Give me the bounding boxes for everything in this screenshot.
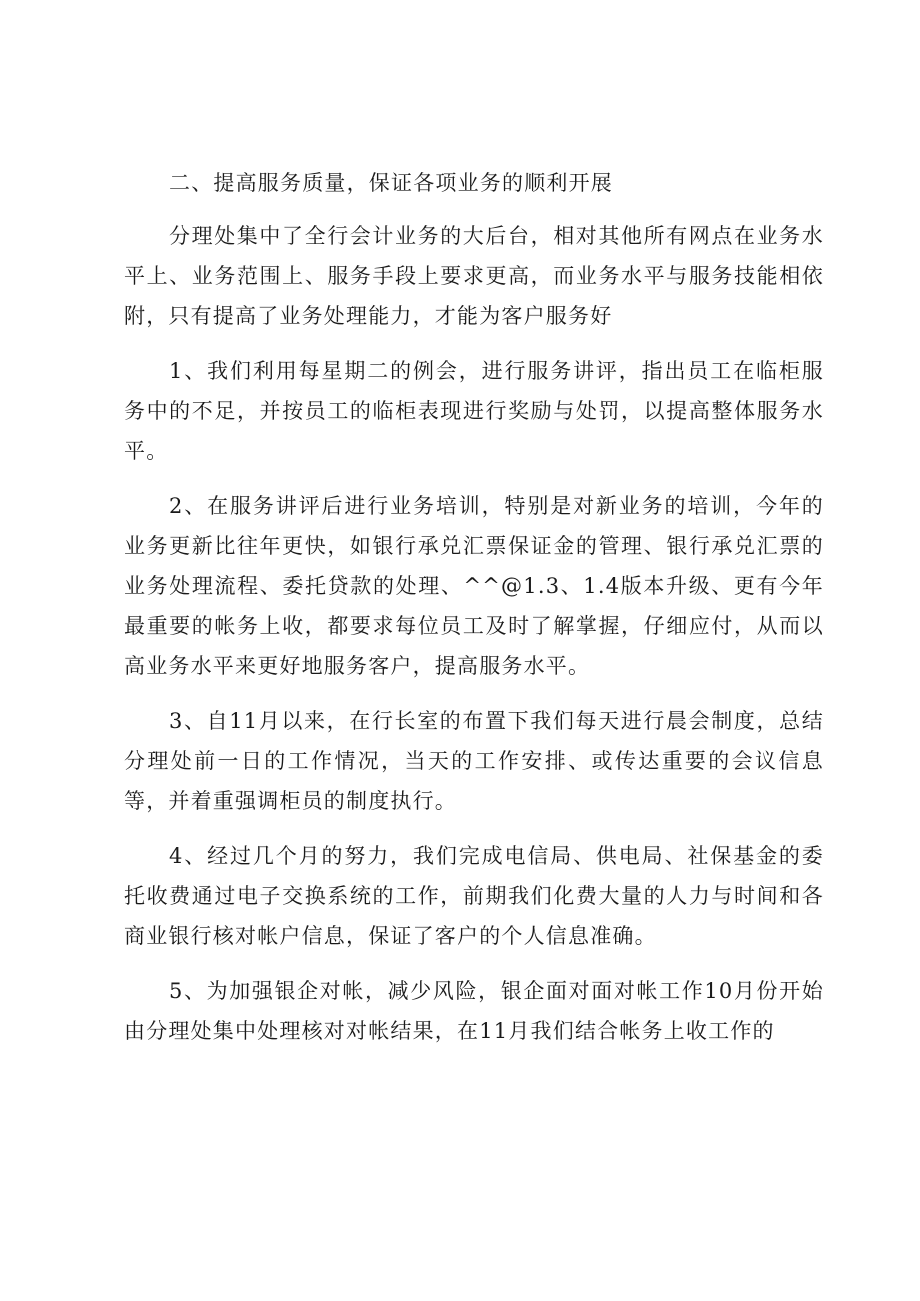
paragraph-item-3: 3、自11月以来，在行长室的布置下我们每天进行晨会制度，总结分理处前一日的工作情况，当天的工作安排、或传达重要的会议信息等，并着重强调柜员的制度执行。	[124, 709, 824, 813]
document-body	[124, 163, 824, 1066]
paragraph-item-5: 5、为加强银企对帐，减少风险，银企面对面对帐工作10月份开始由分理处集中处理核对对帐结果，在11月我们结合帐务上收工作的	[124, 979, 824, 1043]
paragraph-item-2: 2、在服务讲评后进行业务培训，特别是对新业务的培训，今年的业务更新比往年更快，如银行承兑汇票保证金的管理、银行承兑汇票的业务处理流程、委托贷款的处理、^^@1.3、1.4版本升级、更有今年最重要的帐务上收，都要求每位员工及时了解掌握，仔细应付，从而以高业务水平来更好地服务客户，提高服务水平。	[124, 494, 824, 678]
paragraph-item-4: 4、经过几个月的努力，我们完成电信局、供电局、社保基金的委托收费通过电子交换系统的工作，前期我们化费大量的人力与时间和各商业银行核对帐户信息，保证了客户的个人信息准确。	[124, 844, 824, 948]
paragraph-item-1: 1、我们利用每星期二的例会，进行服务讲评，指出员工在临柜服务中的不足，并按员工的临柜表现进行奖励与处罚，以提高整体服务水平。	[124, 359, 824, 463]
section-heading: 二、提高服务质量，保证各项业务的顺利开展	[169, 171, 613, 195]
intro-paragraph: 分理处集中了全行会计业务的大后台，相对其他所有网点在业务水平上、业务范围上、服务手段上要求更高，而业务水平与服务技能相依附，只有提高了业务处理能力，才能为客户服务好	[124, 224, 824, 328]
